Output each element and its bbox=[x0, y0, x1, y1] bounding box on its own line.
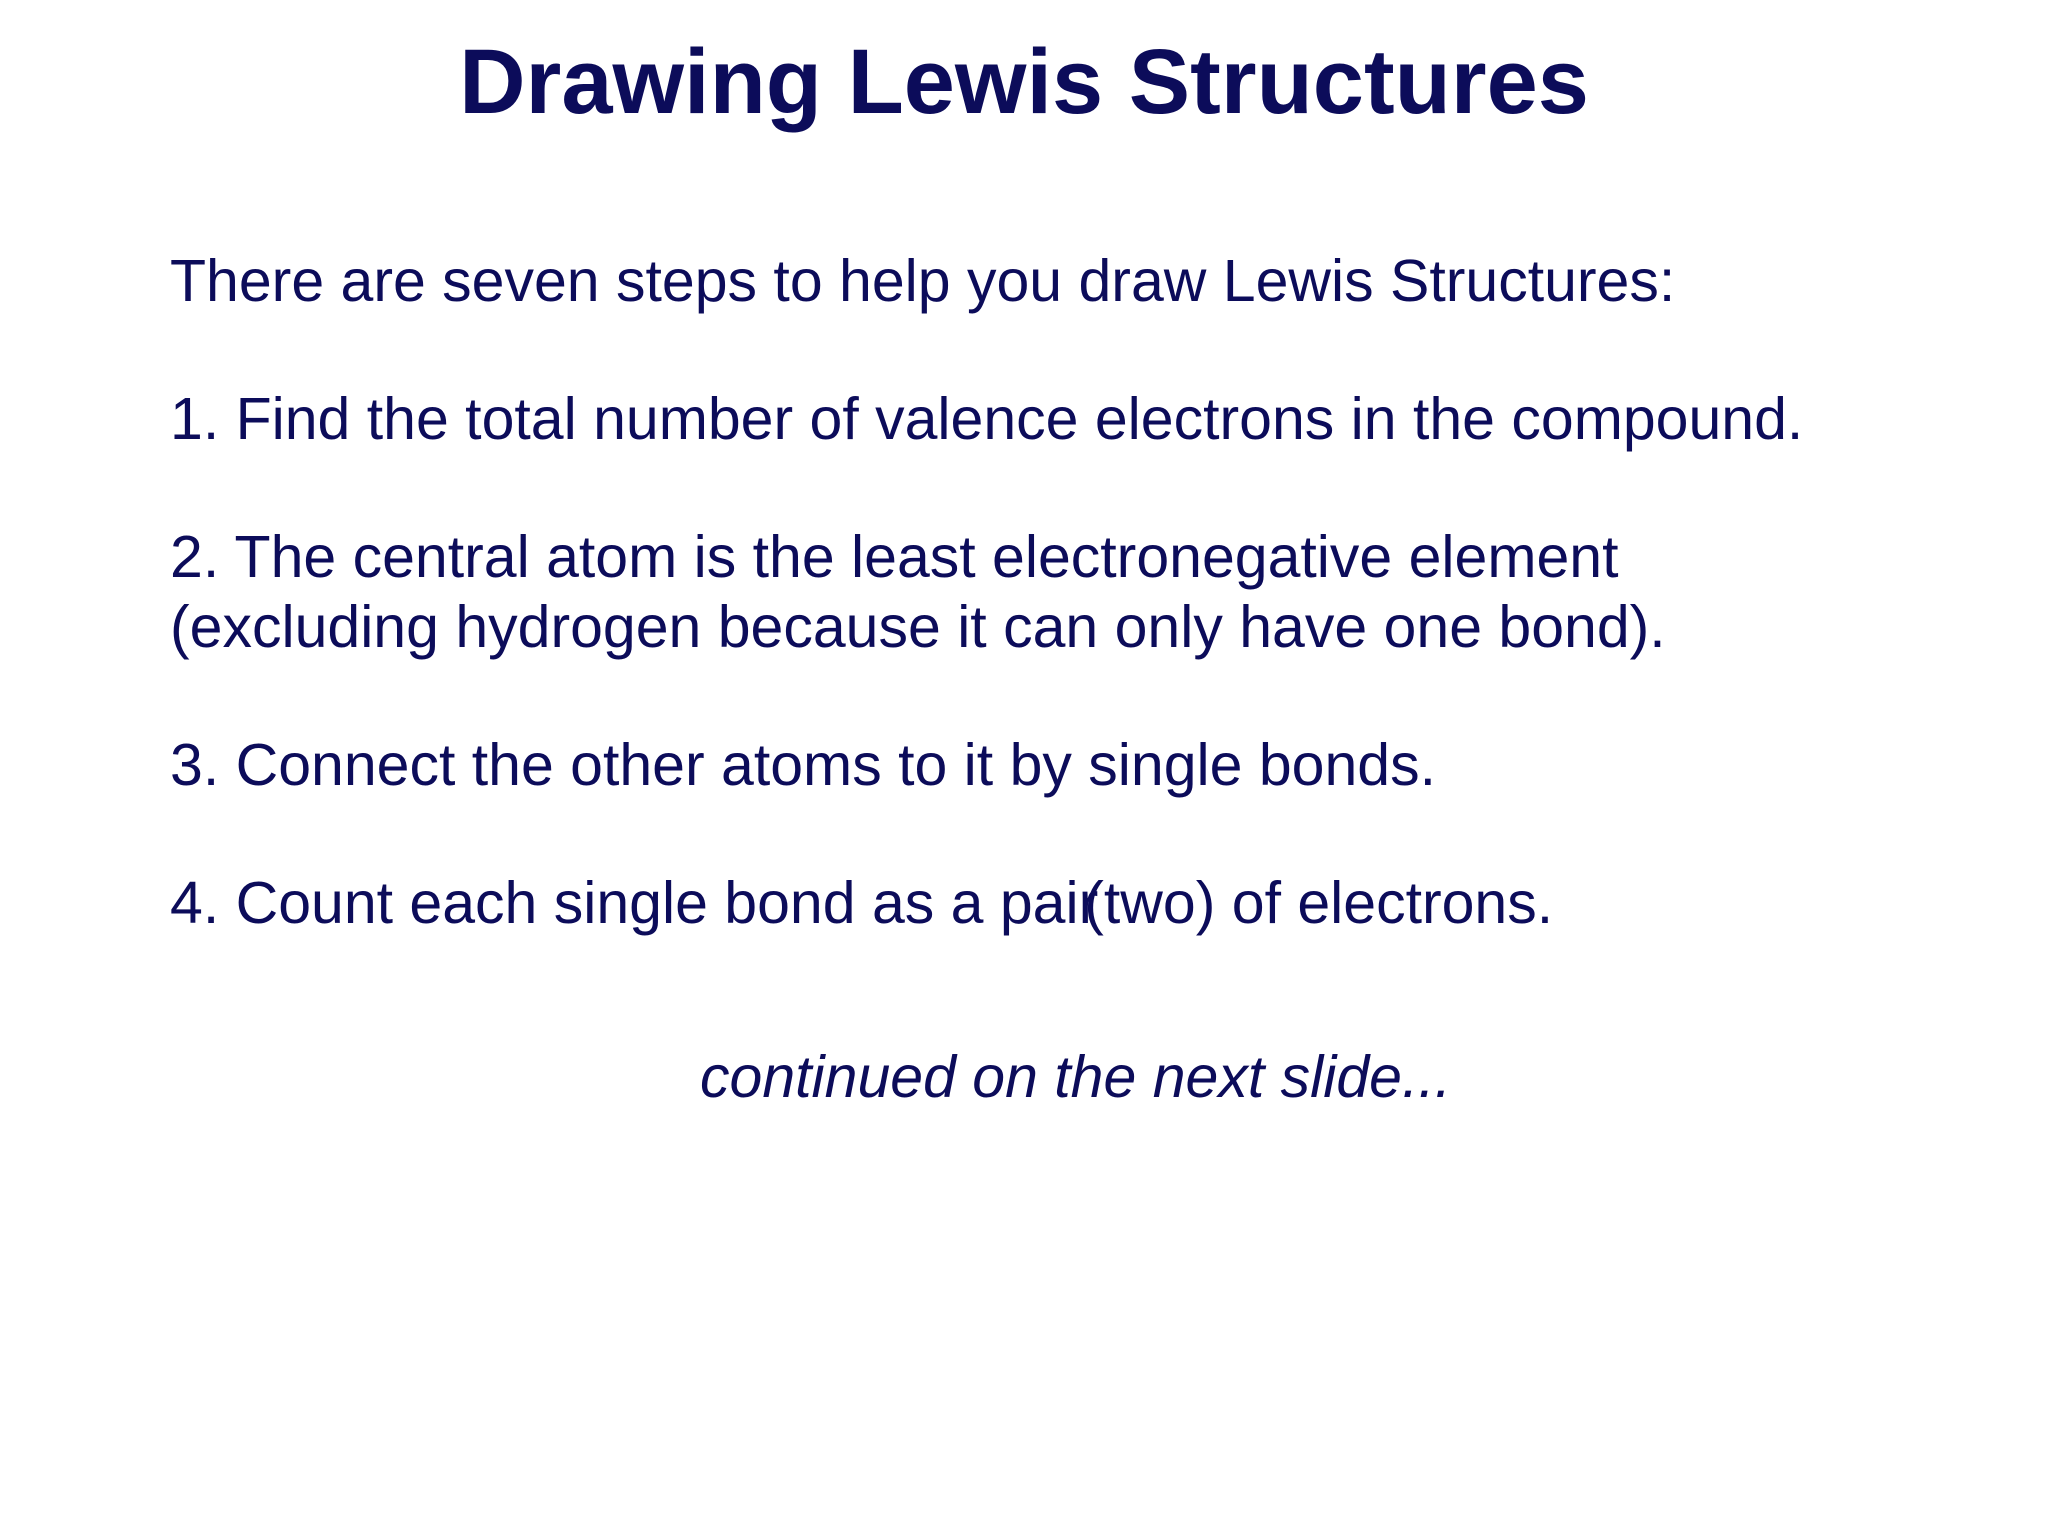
step-4-part-1: 4. Count each single bond as a pair bbox=[170, 870, 1099, 936]
step-4-part-2: (two) of electrons. bbox=[1084, 870, 1554, 936]
step-3: 3. Connect the other atoms to it by single bonds. bbox=[170, 732, 1436, 798]
step-2-line-2: (excluding hydrogen because it can only have one bond). bbox=[170, 594, 1666, 660]
step-1: 1. Find the total number of valence electrons in the compound. bbox=[170, 386, 1804, 452]
step-4 bbox=[170, 870, 1567, 938]
slide-title: Drawing Lewis Structures bbox=[459, 31, 1589, 133]
step-2-line-1: 2. The central atom is the least electronegative element bbox=[170, 524, 1619, 590]
intro-text: There are seven steps to help you draw Lewis Structures: bbox=[170, 248, 1676, 314]
continued-note: continued on the next slide... bbox=[700, 1044, 1452, 1110]
